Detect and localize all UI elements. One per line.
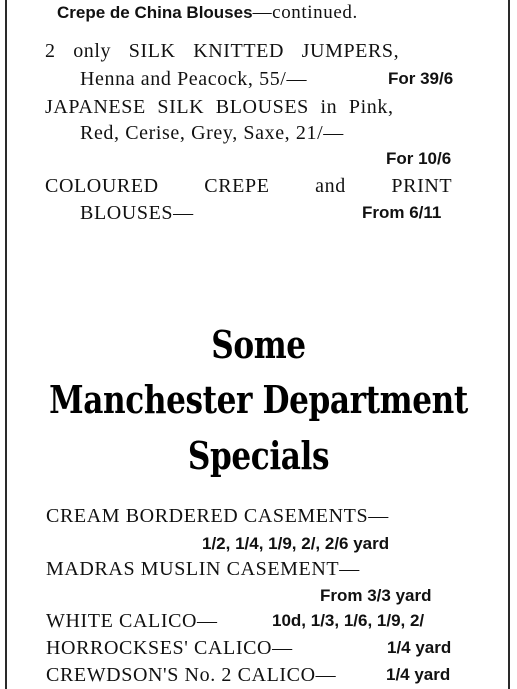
- item-crepe-line1: COLOURED CREPE and PRINT: [45, 175, 453, 197]
- special-cream-name: CREAM BORDERED CASEMENTS—: [46, 505, 389, 527]
- special-crewdson-name: CREWDSON'S No. 2 CALICO—: [46, 664, 337, 686]
- item-jumpers-line2: Henna and Peacock, 55/—: [80, 68, 308, 90]
- right-column-rule: [508, 0, 510, 689]
- special-horrockses-price: 1/4 yard: [387, 638, 452, 657]
- special-white-calico-prices: 10d, 1/3, 1/6, 1/9, 2/: [272, 611, 425, 630]
- special-cream-prices: 1/2, 1/4, 1/9, 2/, 2/6 yard: [202, 534, 390, 553]
- special-madras-price: From 3/3 yard: [320, 586, 432, 605]
- special-white-calico-name: WHITE CALICO—: [46, 610, 218, 632]
- section-heading: Crepe de China Blouses—continued.: [57, 2, 358, 23]
- item-crepe-line2: BLOUSES—: [80, 202, 194, 224]
- item-crepe-price: From 6/11: [362, 203, 442, 222]
- item-blouses-line1: JAPANESE SILK BLOUSES in Pink,: [45, 96, 394, 118]
- banner-line-manchester: Manchester Department: [49, 377, 468, 422]
- banner-line-some: Some: [211, 322, 306, 367]
- special-madras-name: MADRAS MUSLIN CASEMENT—: [46, 558, 360, 580]
- item-blouses-price: For 10/6: [386, 149, 452, 168]
- item-blouses-line2: Red, Cerise, Grey, Saxe, 21/—: [80, 122, 344, 144]
- left-column-rule: [5, 0, 7, 689]
- special-horrockses-name: HORROCKSES' CALICO—: [46, 637, 293, 659]
- item-jumpers-line1: 2 only SILK KNITTED JUMPERS,: [45, 40, 400, 62]
- banner-line-specials: Specials: [187, 433, 330, 478]
- special-crewdson-price: 1/4 yard: [386, 665, 451, 684]
- item-jumpers-price: For 39/6: [388, 69, 454, 88]
